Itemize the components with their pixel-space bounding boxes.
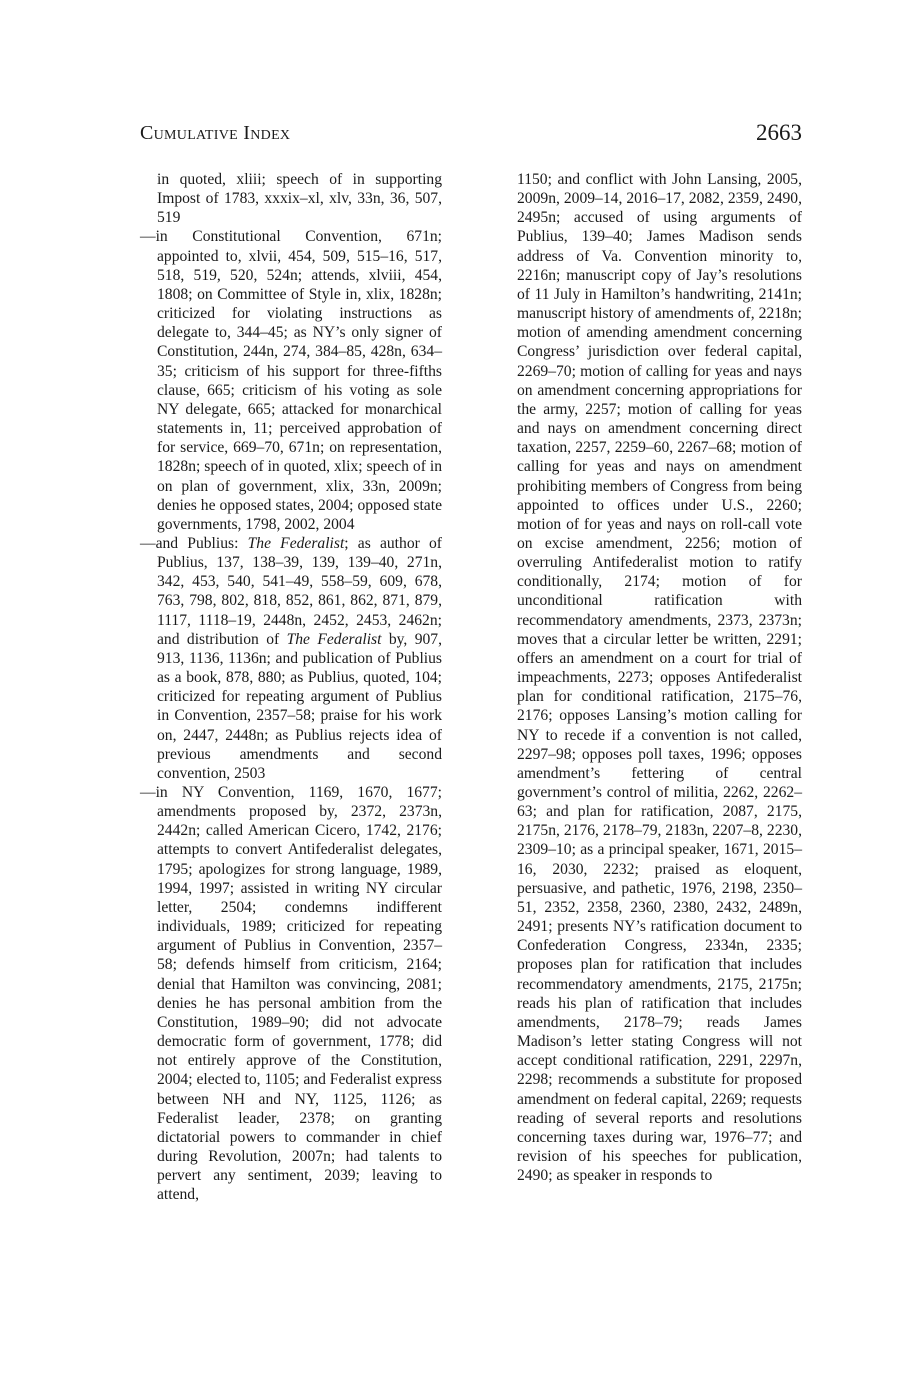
book-title: The Federalist (286, 630, 382, 648)
entry-text: ; as author of Publius, 137, 138–39, 139, 139–40, 271n, 342, 453, 540, 541–49, 558–59, 609, 678, 763, 798, 802, 818, 852, 861, 862, 871, 879, 1117, 1118–19, 2448n, 2452, 2453, 2462n; and distribution of (157, 534, 442, 648)
index-entry: in quoted, xliii; speech of in supporting Impost of 1783, xxxix–xl, xlv, 33n, 36, 507, 519 (157, 171, 442, 227)
index-entry (140, 534, 442, 783)
index-entry: —in Constitutional Convention, 671n; appointed to, xlvii, 454, 509, 515–16, 517, 518, 519, 520, 524n; attends, xlviii, 454, 1808; on Committee of Style in, xlix, 1828n; criticized for violating instructions as delegate to, 344–45; as NY’s only signer of Constitution, 244n, 274, 384–85, 428n, 634–35; criticism of his support for three-fifths clause, 665; criticism of his voting as sole NY delegate, 665; attacked for monarchical statements in, 11; perceived approbation of for service, 669–70, 671n; on representation, 1828n; speech of in quoted, xlix; speech of in on plan of government, xlix, 33n, 2009n; denies he opposed states, 2004; opposed state governments, 1798, 2002, 2004 (140, 228, 442, 533)
index-entry: 1150; and conflict with John Lansing, 2005, 2009n, 2009–14, 2016–17, 2082, 2359, 2490, 2495n; accused of using arguments of Publius, 139–40; James Madison sends address of Va. Convention minority to, 2216n; manuscript copy of Jay’s resolutions of 11 July in Hamilton’s handwriting, 2141n; manuscript history of amendments of, 2218n; motion of amending amendment concerning Congress’ jurisdiction over federal capital, 2269–70; motion of calling for yeas and nays on amendment concerning appropriations for the army, 2257; motion of calling for yeas and nays on amendment concerning direct taxation, 2257, 2259–60, 2267–68; motion of calling for yeas and nays on amendment prohibiting members of Congress from being appointed to offices under U.S., 2260; motion of for yeas and nays on roll-call vote on excise amendment, 2256; motion of overruling Antifederalist motion to ratify conditionally, 2174; motion of for unconditional ratification with recommendatory amendments, 2373, 2373n; moves that a circular letter be written, 2291; offers an amendment on a court for trial of impeachments, 2273; opposes Antifederalist plan for conditional ratification, 2175–76, 2176; opposes Lansing’s motion calling for NY to recede if a convention is not called, 2297–98; opposes poll taxes, 1996; opposes amendment’s fettering of central government’s control of militia, 2262, 2262–63; and plan for ratification, 2087, 2175, 2175n, 2176, 2178–79, 2183n, 2207–8, 2230, 2309–10; as a principal speaker, 1671, 2015–16, 2030, 2232; praised as eloquent, persuasive, and pathetic, 1976, 2198, 2350–51, 2352, 2358, 2360, 2380, 2432, 2489n, 2491; presents NY’s ratification document to Confederation Congress, 2334n, 2335; proposes plan for ratification that includes recommendatory amendments, 2175, 2175n; reads his plan of ratification that includes amendments, 2178–79; reads James Madison’s letter stating Congress will not accept conditional ratification, 2291, 2297n, 2298; recommends a substitute for proposed amendment on federal capital, 2269; requests reading of several reports and resolutions concerning taxes during war, 1976–77; and revision of his speeches for publication, 2490; as speaker in responds to (517, 171, 802, 1185)
entry-text: —and Publius: (140, 534, 248, 552)
index-entry: —in NY Convention, 1169, 1670, 1677; amendments proposed by, 2372, 2373n, 2442n; called American Cicero, 1742, 2176; attempts to convert Antifederalist delegates, 1795; apologizes for strong language, 1989, 1994, 1997; assisted in writing NY circular letter, 2504; condemns indifferent individuals, 1989; criticized for repeating argument of Publius in Convention, 2357–58; defends himself from criticism, 2164; denial that Hamilton was convincing, 2081; denies he has personal ambition from the Constitution, 1989–90; did not advocate democratic form of government, 1778; did not entirely approve of the Constitution, 2004; elected to, 1105; and Federalist express between NH and NY, 1125, 1126; as Federalist leader, 2378; on granting dictatorial powers to commander in chief during Revolution, 2007n; had talents to pervert any sentiment, 2039; leaving to attend, (140, 784, 442, 1204)
left-column (140, 170, 442, 1204)
book-title: The Federalist (247, 534, 345, 552)
running-head: Cumulative Index (140, 122, 291, 144)
page-number: 2663 (756, 120, 802, 145)
right-column (500, 170, 802, 1185)
page-header (140, 122, 802, 152)
entry-text: by, 907, 913, 1136, 1136n; and publication of Publius as a book, 878, 880; as Publius, quoted, 104; criticized for repeating argument of Publius in Convention, 2357–58; praise for his work on, 2447, 2448n; as Publius rejects idea of previous amendments and second convention, 2503 (157, 630, 442, 782)
